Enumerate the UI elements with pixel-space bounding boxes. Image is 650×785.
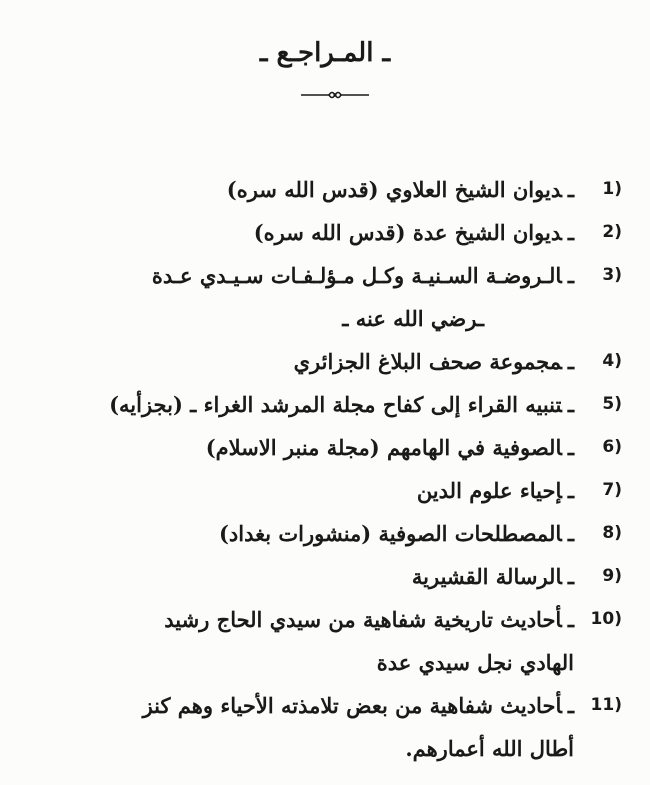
reference-item [32,383,622,426]
reference-number: 5) [602,394,622,414]
reference-item [32,168,622,211]
reference-text: ـمجموعة صحف البلاغ الجزائري [293,349,574,374]
reference-text: ـأحاديث تاريخية شفاهية من سيدي الحاج رشيد [164,607,574,632]
reference-text: ـتنبيه القراء إلى كفاح مجلة المرشد الغراء ـ (بجزأيه) [109,392,574,417]
reference-item [32,340,622,383]
reference-number: 10) [590,609,622,629]
references-list [32,168,622,770]
page-title: ـ المـراجـع ـ [259,38,391,68]
reference-item [32,469,622,512]
reference-text: ـديوان الشيخ عدة (قدس الله سره) [253,220,574,245]
reference-text: ـالـروضـة السـنيـة وكـل مـؤلـفـات سـيـدي عـدة [151,263,574,288]
reference-number: 2) [602,222,622,242]
title-ornament-divider [299,88,371,102]
reference-number: 1) [602,179,622,199]
reference-number: 8) [602,523,622,543]
reference-text: ـالرسالة القشيرية [411,564,574,589]
reference-text-continuation: أطال الله أعمارهم. [405,736,574,761]
reference-number: 4) [602,351,622,371]
reference-item [32,254,622,340]
reference-item [32,598,622,684]
reference-number: 11) [590,695,622,715]
reference-text: ـديوان الشيخ العلاوي (قدس الله سره) [226,177,574,202]
reference-number: 6) [602,437,622,457]
reference-item [32,512,622,555]
reference-text: ـإحياء علوم الدين [416,478,574,503]
reference-item [32,555,622,598]
reference-item [32,211,622,254]
reference-item [32,426,622,469]
reference-text: ـالمصطلحات الصوفية (منشورات بغداد) [218,521,574,546]
reference-number: 7) [602,480,622,500]
reference-text: ـالصوفية في الهامهم (مجلة منبر الاسلام) [205,435,574,460]
reference-item [32,684,622,770]
reference-number: 3) [602,265,622,285]
reference-text: ـأحاديث شفاهية من بعض تلامذته الأحياء وهم كنز [142,693,574,718]
reference-text-continuation: الهادي نجل سيدي عدة [376,650,574,675]
reference-number: 9) [602,566,622,586]
reference-text-continuation: ـرضي الله عنه ـ [342,306,484,331]
